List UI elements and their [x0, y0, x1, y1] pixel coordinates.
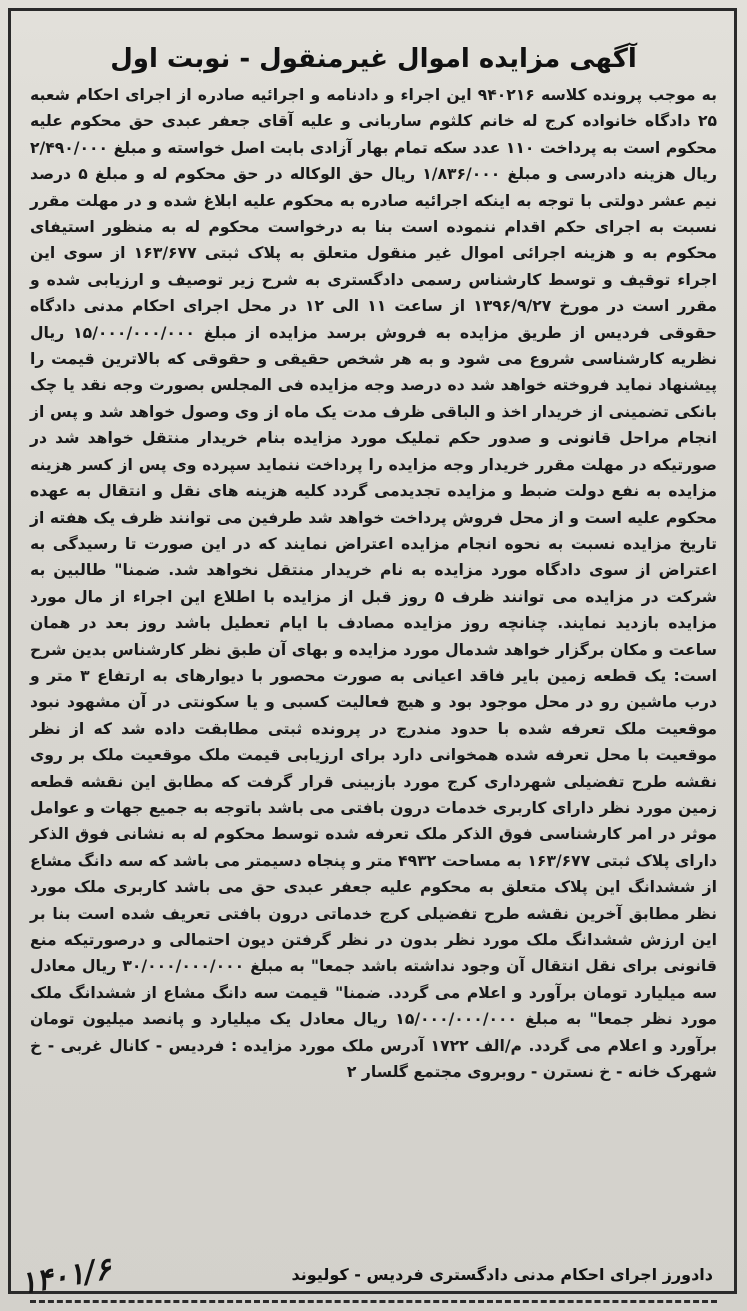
- notice-title: آگهی مزایده اموال غیرمنقول - نوبت اول: [110, 44, 637, 74]
- bottom-dashed-divider: [30, 1300, 717, 1303]
- notice-body: به موجب پرونده کلاسه ۹۴۰۲۱۶ این اجراء و دادنامه و اجرائیه صادره از اجرای احکام شعبه ۲۵ دادگاه خانواده کرج له خانم کلثوم ساربانی و علیه آقای جعفر عبدی حق محکوم علیه محکوم است به پرداخت ۱۱۰ عدد سکه تمام بهار آزادی بابت اصل خواسته و مبلغ ۲/۴۹۰/۰۰۰ ریال هزینه دادرسی و مبلغ ۱/۸۳۶/۰۰۰ ریال حق الوکاله در حق محکوم له و مبلغ ۵ درصد نیم عشر دولتی با توجه به اینکه اجرائیه صادره به محکوم علیه ابلاغ شده و در مهلت مقرر نسبت به اجرای حکم اقدام ننموده است بنا به درخواست محکوم له به منظور استیفای محکوم به و هزینه اجرائی اموال غیر منقول متعلق به پلاک ثبتی ۱۶۳/۶۷۷ از سوی این اجراء توقیف و توسط کارشناس رسمی دادگستری به شرح زیر توصیف و ارزیابی شده و مقرر است در مورخ ۱۳۹۶/۹/۲۷ از ساعت ۱۱ الی ۱۲ در محل اجرای احکام مدنی دادگاه حقوقی فردیس از طریق مزایده به فروش برسد مزایده از مبلغ ۱۵/۰۰۰/۰۰۰/۰۰۰ ریال نظریه کارشناسی شروع می شود و به هر شخص حقیقی و حقوقی که بالاترین قیمت را پیشنهاد نماید فروخته خواهد شد ده درصد وجه مزایده فی المجلس بصورت وجه نقد یا چک بانکی تضمینی از خریدار اخذ و الباقی ظرف مدت یک ماه از وی وصول خواهد شد و پس از انجام مراحل قانونی و صدور حکم تملیک مورد مزایده بنام خریدار منتقل خواهد شد در صورتیکه در مهلت مقرر خریدار وجه مزایده را پرداخت ننماید سپرده وی پس از کسر هزینه مزایده به نفع دولت ضبط و مزایده تجدیدمی گردد کلیه هزینه های نقل و انتقال به عهده محکوم علیه است و از محل فروش پرداخت خواهد شد طرفین می توانند ظرف یک هفته از تاریخ مزایده نسبت به نحوه انجام مزایده اعتراض نمایند که در این صورت تا رسیدگی به اعتراض از سوی دادگاه مورد مزایده به نام خریدار منتقل نخواهد شد. ضمنا" طالبین به شرکت در مزایده می توانند ظرف ۵ روز قبل از مزایده با اطلاع این اجراء از مال مورد مزایده بازدید نمایند. چنانچه روز مزایده مصادف با ایام تعطیل باشد روز بعد در همان ساعت و مکان برگزار خواهد شدمال مورد مزایده و بهای آن طبق نظر کارشناس بدین شرح است: یک قطعه زمین بایر فاقد اعیانی به صورت محصور با دیوارهای به ارتفاع ۳ متر و درب ماشین رو در محل موجود بود و هیچ فعالیت کسبی و یا سکونتی در آن مشهود نبود موقعیت ملک تعرفه شده با حدود مندرج در پرونده ثبتی مطابقت داده شد که از نظر موقعیت با محل تعرفه شده همخوانی دارد برای ارزیابی قیمت ملک موقعیت ملک بر روی نقشه طرح تفضیلی شهرداری کرج مورد بازبینی قرار گرفت که مطابق این نقشه قطعه زمین مورد نظر دارای کاربری خدمات درون بافتی می باشد باتوجه به جمیع جهات و عوامل موثر در امر کارشناسی فوق الذکر ملک تعرفه شده توسط محکوم له به نشانی فوق الذکر دارای پلاک ثبتی ۱۶۳/۶۷۷ به مساحت ۴۹۳۲ متر و پنجاه دسیمتر می باشد که سه دانگ مشاع از ششدانگ این پلاک متعلق به محکوم علیه جعفر عبدی حق می باشد کاربری ملک مورد نظر مطابق آخرین نقشه طرح تفضیلی کرج خدماتی درون بافتی تعریف شده است بنا بر این ارزش ششدانگ ملک مورد نظر بدون در نظر گرفتن دیون احتمالی و درصورتیکه منع قانونی برای نقل انتقال آن وجود نداشته باشد جمعا" به مبلغ ۳۰/۰۰۰/۰۰۰/۰۰۰ ریال معادل سه میلیارد تومان برآورد و اعلام می گردد. ضمنا" قیمت سه دانگ مشاع از ششدانگ ملک مورد نظر جمعا" به مبلغ ۱۵/۰۰۰/۰۰۰/۰۰۰ ریال معادل یک میلیارد و پانصد میلیون تومان برآورد و اعلام می گردد. م/الف ۱۷۲۲ آدرس ملک مورد مزایده : فردیس - کانال غربی - خ شهرک خانه - خ نسترن - روبروی مجتمع گلسار ۲: [30, 86, 718, 1082]
- notice-signature: دادورز اجرای احکام مدنی دادگستری فردیس - کولیوند: [291, 1265, 713, 1284]
- handwritten-code-stamp: ۱۴۰۱/۶: [17, 1251, 114, 1302]
